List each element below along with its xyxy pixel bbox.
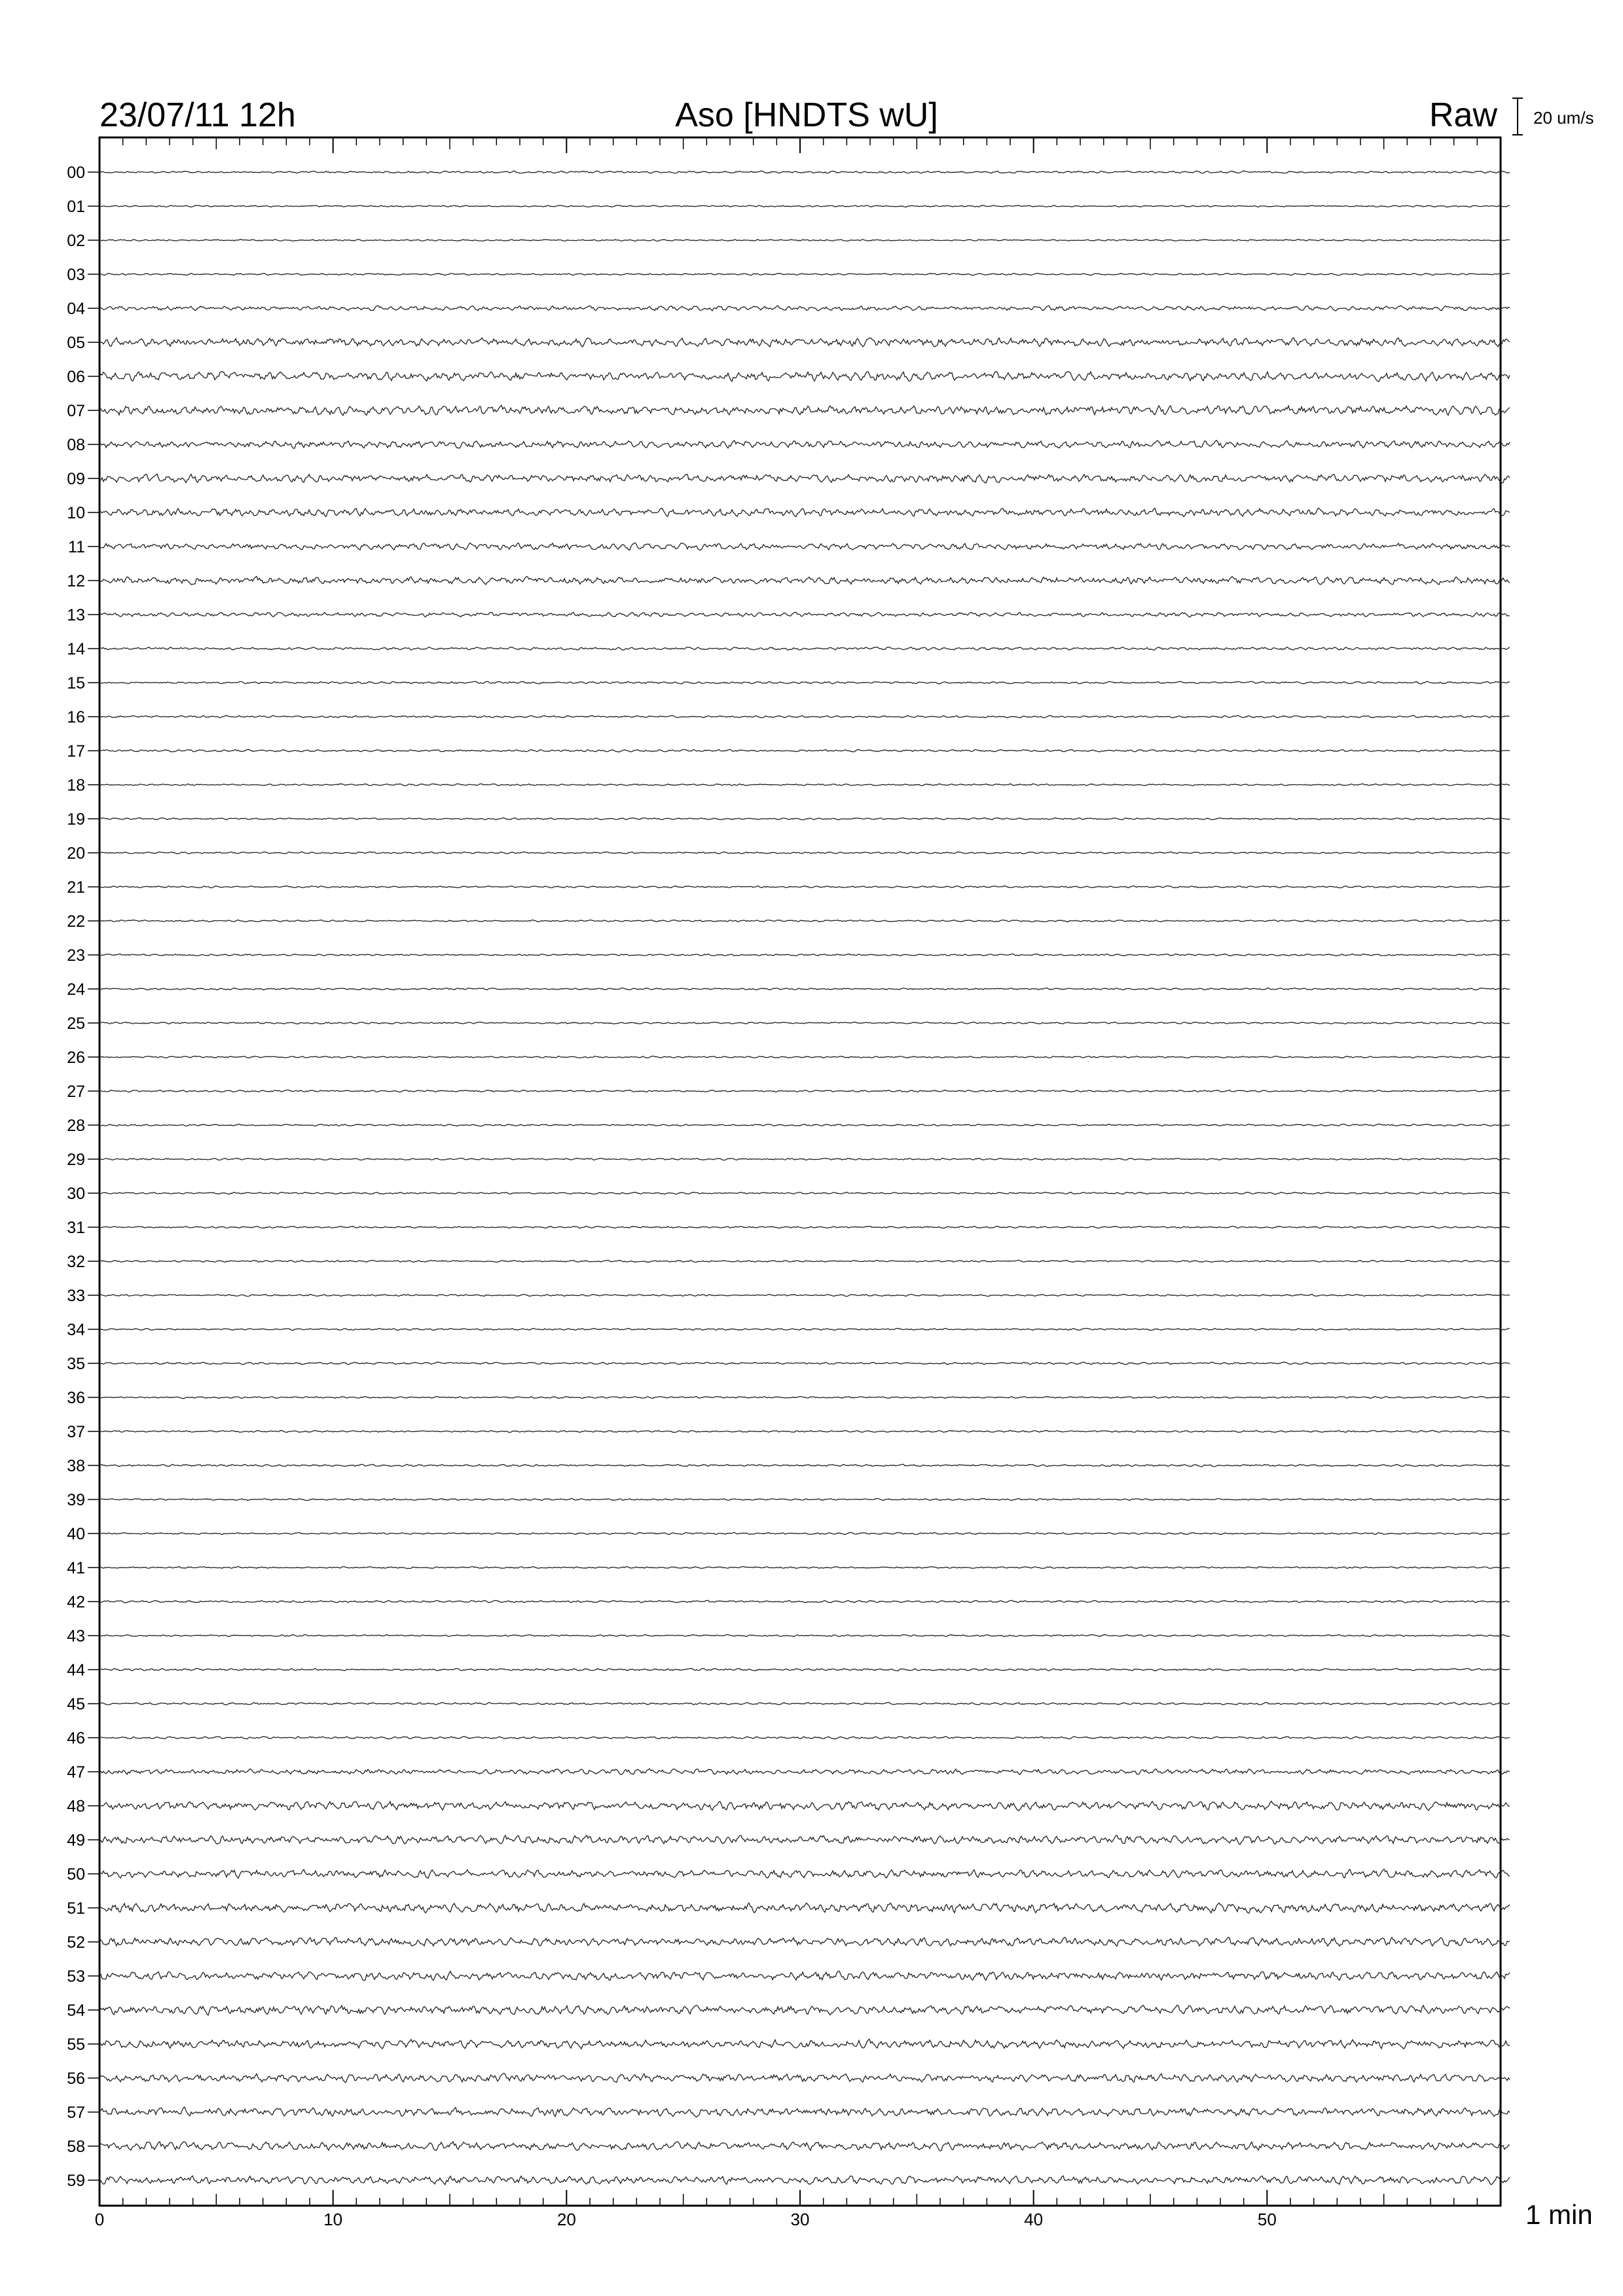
title-mode: Raw — [1429, 96, 1497, 134]
trace-20 — [100, 852, 1510, 854]
row-label-39: 39 — [67, 1491, 85, 1509]
trace-45 — [100, 1702, 1510, 1705]
trace-29 — [100, 1158, 1510, 1160]
row-label-20: 20 — [67, 844, 85, 863]
row-label-00: 00 — [67, 164, 85, 182]
row-label-02: 02 — [67, 232, 85, 250]
row-label-40: 40 — [67, 1525, 85, 1543]
row-label-05: 05 — [67, 334, 85, 352]
trace-02 — [100, 240, 1510, 242]
trace-27 — [100, 1090, 1510, 1092]
trace-51 — [100, 1903, 1510, 1913]
row-label-47: 47 — [67, 1763, 85, 1782]
trace-41 — [100, 1566, 1510, 1568]
row-label-32: 32 — [67, 1253, 85, 1271]
row-label-36: 36 — [67, 1389, 85, 1407]
trace-40 — [100, 1532, 1510, 1534]
row-label-48: 48 — [67, 1797, 85, 1816]
row-label-31: 31 — [67, 1219, 85, 1237]
row-label-01: 01 — [67, 198, 85, 216]
plot-frame — [100, 137, 1501, 2206]
row-label-07: 07 — [67, 402, 85, 420]
trace-52 — [100, 1937, 1510, 1946]
trace-36 — [100, 1397, 1510, 1399]
row-label-46: 46 — [67, 1729, 85, 1748]
x-tick-label-20: 20 — [556, 2210, 576, 2229]
row-label-44: 44 — [67, 1661, 85, 1679]
trace-12 — [100, 577, 1510, 585]
x-tick-label-40: 40 — [1024, 2210, 1044, 2229]
row-label-34: 34 — [67, 1321, 85, 1339]
trace-58 — [100, 2142, 1510, 2151]
minute-ticks — [100, 137, 1501, 2206]
x-tick-label-0: 0 — [94, 2210, 105, 2229]
trace-35 — [100, 1362, 1510, 1365]
trace-16 — [100, 715, 1510, 718]
x-axis-unit-label: 1 min — [1525, 2199, 1593, 2230]
row-label-12: 12 — [67, 572, 85, 590]
trace-17 — [100, 749, 1510, 752]
trace-14 — [100, 647, 1510, 651]
trace-53 — [100, 1971, 1510, 1981]
trace-21 — [100, 886, 1510, 888]
row-label-14: 14 — [67, 640, 85, 658]
trace-44 — [100, 1668, 1510, 1671]
row-label-53: 53 — [67, 1967, 85, 1986]
trace-19 — [100, 818, 1510, 820]
row-label-08: 08 — [67, 436, 85, 454]
trace-00 — [100, 171, 1510, 173]
trace-25 — [100, 1022, 1510, 1024]
title-station: Aso [HNDTS wU] — [675, 96, 938, 134]
trace-33 — [100, 1295, 1510, 1297]
trace-26 — [100, 1056, 1510, 1058]
row-label-22: 22 — [67, 912, 85, 931]
row-label-33: 33 — [67, 1287, 85, 1305]
trace-06 — [100, 372, 1510, 382]
x-tick-label-10: 10 — [323, 2210, 343, 2229]
row-label-56: 56 — [67, 2070, 85, 2088]
row-label-59: 59 — [67, 2172, 85, 2190]
trace-05 — [100, 338, 1510, 347]
row-label-21: 21 — [67, 878, 85, 897]
row-label-35: 35 — [67, 1355, 85, 1373]
x-tick-label-30: 30 — [790, 2210, 810, 2229]
row-label-50: 50 — [67, 1865, 85, 1884]
minute-labels — [95, 2210, 1277, 2229]
row-label-09: 09 — [67, 470, 85, 488]
trace-23 — [100, 954, 1510, 956]
row-label-26: 26 — [67, 1049, 85, 1067]
trace-30 — [100, 1193, 1510, 1194]
row-label-24: 24 — [67, 980, 85, 999]
trace-03 — [100, 274, 1510, 276]
trace-15 — [100, 681, 1510, 684]
row-label-49: 49 — [67, 1831, 85, 1850]
row-label-23: 23 — [67, 946, 85, 965]
row-label-41: 41 — [67, 1559, 85, 1577]
trace-11 — [100, 543, 1510, 550]
row-label-58: 58 — [67, 2138, 85, 2156]
row-label-45: 45 — [67, 1695, 85, 1713]
trace-01 — [100, 206, 1510, 207]
row-label-57: 57 — [67, 2104, 85, 2122]
trace-50 — [100, 1869, 1510, 1878]
row-label-51: 51 — [67, 1899, 85, 1918]
trace-55 — [100, 2039, 1510, 2049]
row-label-15: 15 — [67, 674, 85, 692]
row-label-27: 27 — [67, 1083, 85, 1101]
row-label-55: 55 — [67, 2036, 85, 2054]
trace-31 — [100, 1227, 1510, 1229]
row-label-29: 29 — [67, 1151, 85, 1169]
trace-08 — [100, 440, 1510, 448]
row-label-13: 13 — [67, 606, 85, 624]
trace-46 — [100, 1736, 1510, 1739]
row-label-11: 11 — [68, 538, 85, 556]
trace-38 — [100, 1464, 1510, 1467]
trace-09 — [100, 474, 1510, 483]
trace-28 — [100, 1124, 1510, 1126]
row-label-17: 17 — [67, 742, 85, 761]
trace-54 — [100, 2005, 1510, 2015]
x-tick-label-50: 50 — [1257, 2210, 1277, 2229]
trace-24 — [100, 988, 1510, 990]
trace-57 — [100, 2107, 1510, 2117]
row-label-04: 04 — [67, 300, 85, 318]
trace-10 — [100, 508, 1510, 516]
trace-34 — [100, 1329, 1510, 1331]
row-label-03: 03 — [67, 266, 85, 284]
trace-42 — [100, 1600, 1510, 1603]
trace-13 — [100, 612, 1510, 617]
amplitude-scale-label: 20 um/s — [1533, 108, 1594, 128]
row-label-28: 28 — [67, 1117, 85, 1135]
hour-labels — [67, 164, 100, 2190]
trace-22 — [100, 920, 1510, 922]
trace-04 — [100, 306, 1510, 311]
trace-48 — [100, 1801, 1510, 1811]
row-label-30: 30 — [67, 1185, 85, 1203]
row-label-16: 16 — [67, 708, 85, 726]
row-label-25: 25 — [67, 1014, 85, 1033]
trace-18 — [100, 784, 1510, 786]
row-label-52: 52 — [67, 1933, 85, 1952]
trace-56 — [100, 2073, 1510, 2083]
trace-39 — [100, 1499, 1510, 1501]
title-date-hour: 23/07/11 12h — [100, 96, 296, 134]
row-label-19: 19 — [67, 810, 85, 829]
row-label-37: 37 — [67, 1423, 85, 1441]
row-label-38: 38 — [67, 1457, 85, 1475]
row-label-54: 54 — [67, 2001, 85, 2020]
trace-37 — [100, 1431, 1510, 1433]
row-label-10: 10 — [67, 504, 85, 522]
trace-32 — [100, 1260, 1510, 1262]
row-label-42: 42 — [67, 1593, 85, 1611]
trace-59 — [100, 2176, 1510, 2185]
trace-43 — [100, 1635, 1510, 1637]
row-label-18: 18 — [67, 776, 85, 795]
trace-49 — [100, 1835, 1510, 1844]
row-label-43: 43 — [67, 1627, 85, 1645]
seismic-traces — [100, 171, 1510, 2185]
trace-07 — [100, 405, 1510, 416]
row-label-06: 06 — [67, 368, 85, 386]
trace-47 — [100, 1768, 1510, 1774]
